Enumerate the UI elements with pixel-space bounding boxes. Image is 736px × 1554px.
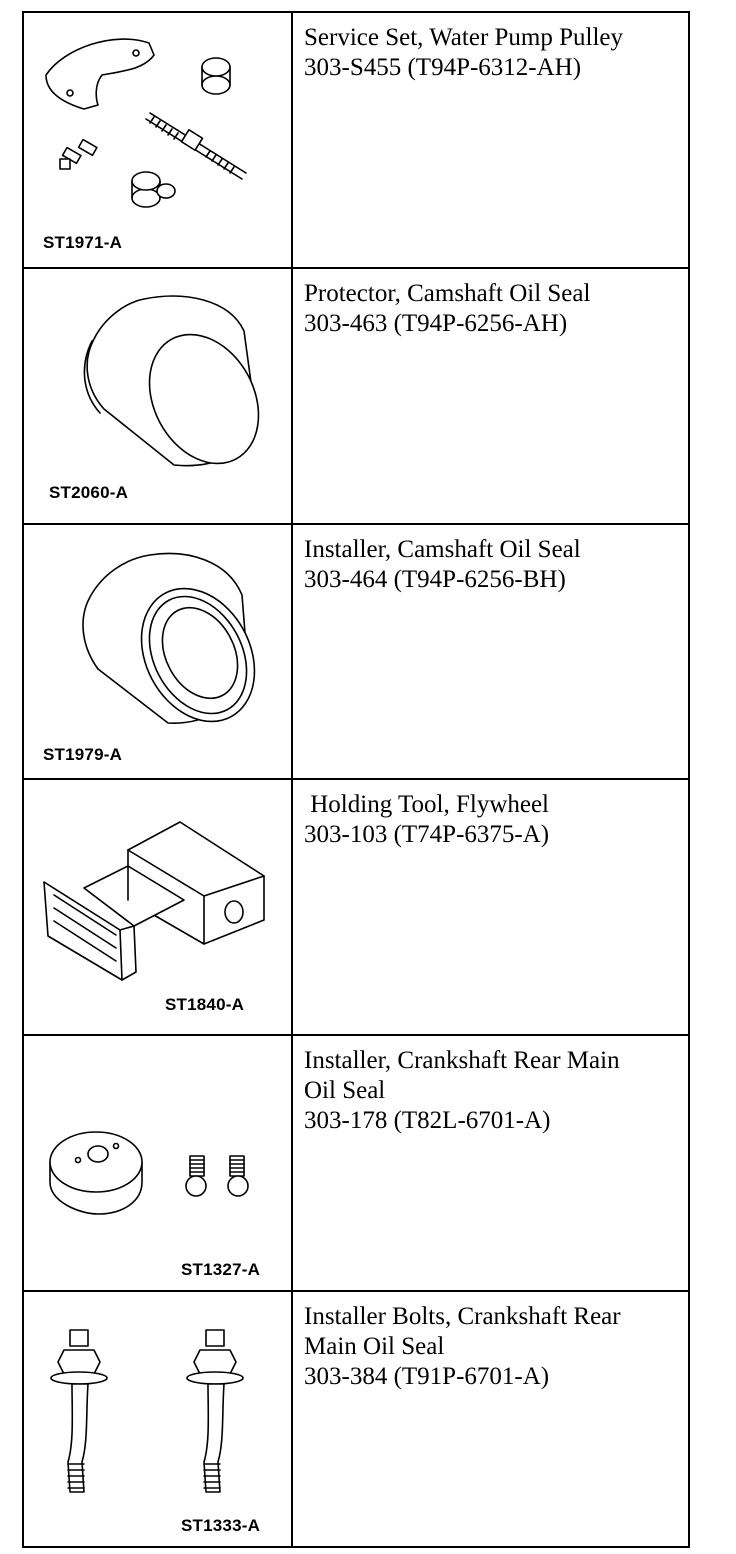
illustration-code: ST1333-A — [181, 1515, 261, 1535]
tool-name: Protector, Camshaft Oil Seal — [304, 279, 591, 307]
table-row — [23, 268, 689, 524]
illustration-code: ST1840-A — [165, 995, 245, 1015]
tool-description-cell — [292, 268, 689, 524]
illustration-code: ST1327-A — [181, 1260, 261, 1280]
table-row — [23, 1035, 689, 1291]
table-row — [23, 779, 689, 1035]
tool-number: 303-103 (T74P-6375-A) — [304, 821, 550, 849]
tool-name: Service Set, Water Pump Pulley — [304, 24, 624, 51]
illustration-code: ST2060-A — [49, 482, 129, 502]
tool-name: Holding Tool, Flywheel — [304, 791, 550, 819]
flywheel-holding-tool-illustration — [24, 780, 291, 1035]
tool-number: 303-463 (T94P-6256-AH) — [304, 309, 568, 337]
tool-description-cell — [292, 12, 689, 268]
tool-number: 303-178 (T82L-6701-A) — [304, 1107, 551, 1135]
tool-name-continued: Main Oil Seal — [304, 1332, 445, 1360]
special-tools-table — [22, 11, 690, 1548]
tool-description-cell — [292, 1291, 689, 1547]
illustration-code: ST1971-A — [43, 233, 123, 252]
tool-description-cell — [292, 1035, 689, 1291]
table-row — [23, 12, 689, 268]
tool-name: Installer, Camshaft Oil Seal — [304, 535, 581, 563]
camshaft-seal-installer-illustration — [24, 525, 291, 780]
tool-illustration-cell — [23, 268, 292, 524]
tool-illustration-cell — [23, 12, 292, 268]
tool-number: 303-384 (T91P-6701-A) — [304, 1362, 550, 1390]
tool-description-cell — [292, 779, 689, 1035]
tool-name-continued: Oil Seal — [304, 1077, 386, 1105]
tool-description-cell — [292, 524, 689, 780]
tool-number: 303-S455 (T94P-6312-AH) — [304, 54, 582, 81]
tool-illustration-cell — [23, 524, 292, 780]
crankshaft-rear-seal-installer-illustration — [24, 1036, 291, 1291]
crankshaft-rear-seal-installer-bolts-illustration — [24, 1292, 291, 1547]
tool-illustration-cell — [23, 1291, 292, 1547]
tool-name: Installer Bolts, Crankshaft Rear — [304, 1302, 621, 1330]
illustration-code: ST1979-A — [43, 744, 123, 764]
table-row — [23, 524, 689, 780]
tool-name: Installer, Crankshaft Rear Main — [304, 1047, 620, 1075]
table-row — [23, 1291, 689, 1547]
tool-illustration-cell — [23, 1035, 292, 1291]
water-pump-pulley-service-set-illustration — [24, 13, 291, 268]
tool-number: 303-464 (T94P-6256-BH) — [304, 565, 566, 593]
tool-illustration-cell — [23, 779, 292, 1035]
